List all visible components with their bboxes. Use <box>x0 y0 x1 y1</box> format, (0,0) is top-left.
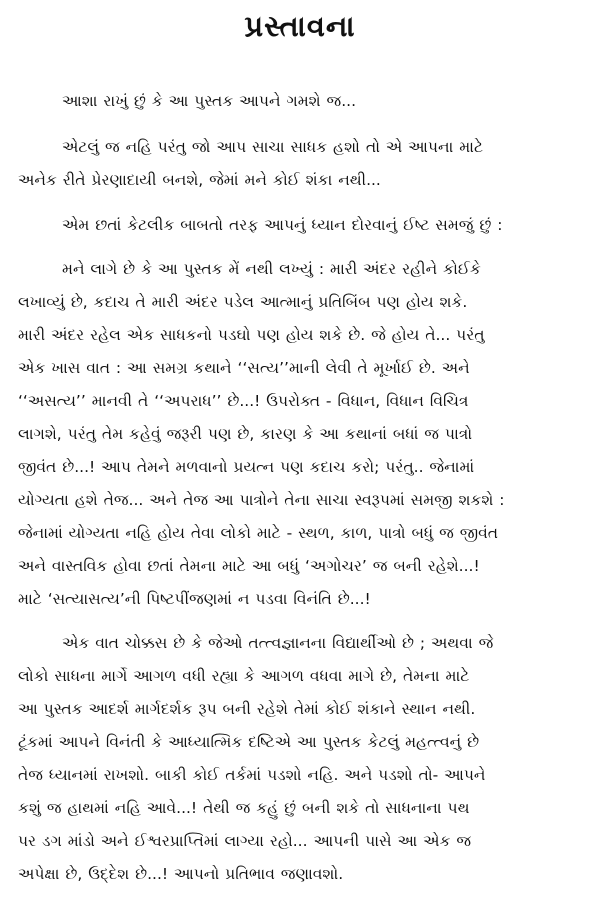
paragraph-4-line-9: જેનામાં યોગ્યતા નહિ હોય તેવા લોકો માટે - સ્થળ, કાળ, પાત્રો બધું જ જીવંત <box>18 524 499 542</box>
paragraph-4-line-10: અને વાસ્તવિક હોવા છતાં તેમના માટે આ બધું ‘અગોચર’ જ બની રહેશે...! <box>18 557 480 575</box>
paragraph-3-line-1: એમ છતાં કેટલીક બાબતો તરફ આપનું ધ્યાન દોરવાનું ઈષ્ટ સમજું છું : <box>62 216 503 234</box>
paragraph-4-line-3: મારી અંદર રહેલ એક સાધકનો પડઘો પણ હોય શકે છે. જે હોય તે... પરંતુ <box>18 326 485 344</box>
paragraph-5-line-6: કશું જ હાથમાં નહિ આવે...! તેથી જ કહું છું બની શકે તો સાધનાના પથ <box>18 799 470 817</box>
paragraph-4-line-2: લખાવ્યું છે, કદાચ તે મારી અંદર પડેલ આત્માનું પ્રતિબિંબ પણ હોય શકે. <box>18 293 468 311</box>
paragraph-4-line-1: મને લાગે છે કે આ પુસ્તક મેં નથી લખ્યું : મારી અંદર રહીને કોઈકે <box>62 260 481 278</box>
paragraph-5-line-1: એક વાત ચોક્કસ છે કે જેઓ તત્ત્વજ્ઞાનના વિદ્યાર્થીઓ છે ; અથવા જે <box>62 634 494 652</box>
paragraph-5-line-4: ટૂંકમાં આપને વિનંતી કે આધ્યાત્મિક દષ્ટિએ આ પુસ્તક કેટલું મહત્ત્વનું છે <box>18 733 480 751</box>
paragraph-2-line-2: અનેક રીતે પ્રેરણાદાયી બનશે, જેમાં મને કોઈ શંકા નથી... <box>18 171 381 189</box>
paragraph-5-line-7: પર ડગ માંડો અને ઈશ્વરપ્રાપ્તિમાં લાગ્યા રહો... આપની પાસે આ એક જ <box>18 832 472 850</box>
paragraph-5-line-5: તેજ ધ્યાનમાં રાખશો. બાકી કોઈ તર્કમાં પડશો નહિ. અને પડશો તો- આપને <box>18 766 486 784</box>
paragraph-4-line-11: માટે ‘સત્યાસત્ય’ની પિષ્ટપીંજણમાં ન પડવા વિનંતિ છે...! <box>18 590 371 608</box>
paragraph-2-line-1: એટલું જ નહિ પરંતુ જો આપ સાચા સાધક હશો તો એ આપના માટે <box>62 138 483 156</box>
paragraph-4-line-4: એક ખાસ વાત : આ સમગ્ર કથાને ‘‘સત્ય’’માની લેવી તે મૂર્ખાઈ છે. અને <box>18 359 470 377</box>
paragraph-4-line-5: ‘‘અસત્ય’’ માનવી તે ‘‘અપરાધ’’ છે...! ઉપરોક્ત - વિધાન, વિધાન વિચિત્ર <box>18 392 469 410</box>
paragraph-4-line-8: યોગ્યતા હશે તેજ... અને તેજ આ પાત્રોને તેના સાચા સ્વરૂપમાં સમજી શકશે : <box>18 491 505 509</box>
paragraph-1-line-1: આશા રાખું છું કે આ પુસ્તક આપને ગમશે જ... <box>62 92 357 110</box>
paragraph-4-line-7: જીવંત છે...! આપ તેમને મળવાનો પ્રયત્ન પણ કદાચ કરો; પરંતુ.. જેનામાં <box>18 458 475 476</box>
paragraph-5-line-8: અપેક્ષા છે, ઉદ્દેશ છે...! આપનો પ્રતિભાવ જણાવશો. <box>18 865 344 883</box>
page-title: પ્રસ્તાવના <box>244 9 356 43</box>
paragraph-5-line-2: લોકો સાધના માર્ગે આગળ વધી રહ્યા કે આગળ વધવા માગે છે, તેમના માટે <box>18 667 470 685</box>
paragraph-4-line-6: લાગશે, પરંતુ તેમ કહેવું જરૂરી પણ છે, કારણ કે આ કથાનાં બધાં જ પાત્રો <box>18 425 473 443</box>
paragraph-5-line-3: આ પુસ્તક આદર્શ માર્ગદર્શક રૂપ બની રહેશે તેમાં કોઈ શંકાને સ્થાન નથી. <box>18 700 476 718</box>
